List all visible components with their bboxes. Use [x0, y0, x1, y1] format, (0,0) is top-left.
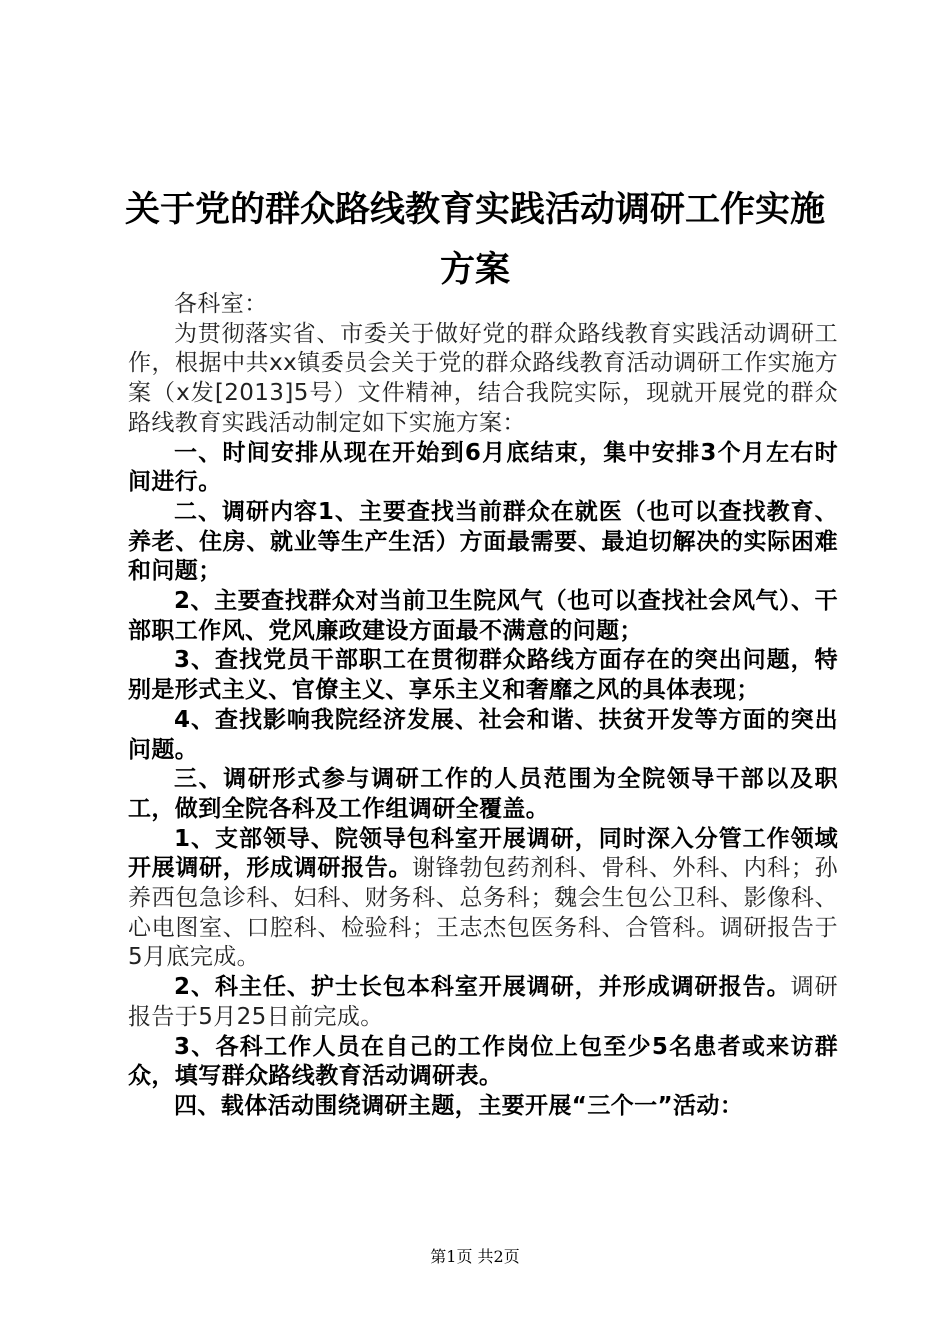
- item-2-2: 2、主要查找群众对当前卫生院风气（也可以查找社会风气）、干部职工作风、党风廉政建设方面最不满意的问题；: [128, 588, 838, 644]
- item-3-2-detail: 调研报告于5月25日前完成。: [128, 974, 838, 1030]
- intro-paragraph: 为贯彻落实省、市委关于做好党的群众路线教育实践活动调研工作，根据中共xx镇委员会关于党的群众路线教育活动调研工作实施方案（x发[2013]5号）文件精神，结合我院实际，现就开展党的群众路线教育实践活动制定如下实施方案：: [128, 320, 838, 436]
- section-1-schedule: 一、时间安排从现在开始到6月底结束，集中安排3个月左右时间进行。: [128, 439, 838, 496]
- item-2-4: 4、查找影响我院经济发展、社会和谐、扶贫开发等方面的突出问题。: [128, 706, 838, 763]
- salutation: 各科室：: [174, 291, 268, 317]
- document-title-line-2: 方案: [439, 249, 510, 290]
- item-3-1-detail: 谢锋勃包药剂科、骨科、外科、内科；孙养西包急诊科、妇科、财务科、总务科；魏会生包公卫科、影像科、心电图室、口腔科、检验科；王志杰包医务科、合管科。调研报告于5月底完成。: [128, 855, 838, 971]
- section-3-form: 三、调研形式参与调研工作的人员范围为全院领导干部以及职工，做到全院各科及工作组调研全覆盖。: [128, 766, 838, 822]
- item-3-3: 3、各科工作人员在自己的工作岗位上包至少5名患者或来访群众，填写群众路线教育活动调研表。: [128, 1033, 838, 1090]
- document-body: [128, 290, 838, 1122]
- item-3-1-main: 1、支部领导、院领导包科室开展调研，同时深入分管工作领域开展调研，形成调研报告。: [128, 825, 838, 882]
- item-3-2-main: 2、科主任、护士长包本科室开展调研，并形成调研报告。: [174, 974, 791, 1001]
- item-2-3: 3、查找党员干部职工在贯彻群众路线方面存在的突出问题，特别是形式主义、官僚主义、享乐主义和奢靡之风的具体表现；: [128, 647, 838, 704]
- page-number-footer: 第1页 共2页: [430, 1247, 520, 1266]
- section-4-activities: 四、载体活动围绕调研主题，主要开展“三个一”活动：: [174, 1092, 744, 1119]
- document-title-line-1: 关于党的群众路线教育实践活动调研工作实施: [124, 189, 825, 230]
- item-3-2: [128, 973, 838, 1032]
- section-2-content: 二、调研内容1、主要查找当前群众在就医（也可以查找教育、养老、住房、就业等生产生活）方面最需要、最迫切解决的实际困难和问题；: [128, 498, 838, 585]
- item-3-1: [128, 825, 838, 974]
